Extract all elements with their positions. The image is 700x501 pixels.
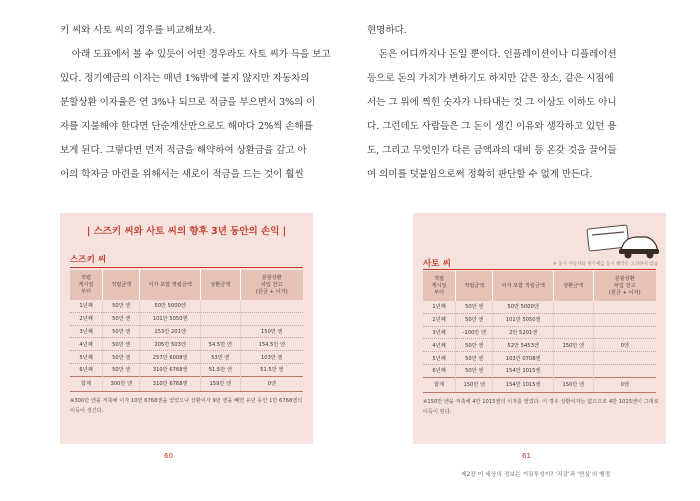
cell: 154만 1015엔 <box>493 364 554 377</box>
cell: 50만 엔 <box>103 325 140 338</box>
cell: 50만 5000엔 <box>493 301 554 313</box>
table-row <box>70 312 303 325</box>
col-header: 상환금액 <box>200 270 240 300</box>
table-row <box>70 351 303 364</box>
sato-subnote: ※ 동시 자동차와 정기예금 동시 해약은 고려하지 않음 <box>552 262 658 267</box>
cell: 150만 엔 <box>240 325 303 338</box>
col-header: 분할상환 차입 잔고 (원금 + 이자) <box>240 270 303 300</box>
table-row <box>423 352 656 365</box>
subtitle-rule <box>70 267 303 268</box>
cell: 150만 엔 <box>553 339 593 352</box>
cell <box>200 300 240 312</box>
col-header: 상환금액 <box>553 271 593 301</box>
cell: 153만 201엔 <box>140 325 201 338</box>
cell <box>553 364 593 377</box>
text-line: 있다. 정기예금의 이자는 매년 1%밖에 붙지 않지만 자동차의 <box>60 73 310 84</box>
cell <box>593 313 656 326</box>
cell: 103만 엔 <box>240 351 303 364</box>
cell: 합계 <box>70 376 103 391</box>
cell: 2만 5201엔 <box>493 326 554 339</box>
cell <box>200 325 240 338</box>
cell: 103만 0708엔 <box>493 352 554 365</box>
cell: 1년째 <box>70 300 103 312</box>
sato-subtitle: 사토 씨 <box>423 259 451 269</box>
cell: 0엔 <box>240 376 303 391</box>
cell: 3년째 <box>423 326 456 339</box>
text-line: 아래 도표에서 볼 수 있듯이 어떤 경우라도 사토 씨가 득을 보고 <box>60 49 331 60</box>
subtitle-rule <box>423 269 656 270</box>
table-row <box>70 300 303 312</box>
col-header: 이자 포함 적립금액 <box>140 270 201 300</box>
col-header: 적립금액 <box>103 270 140 300</box>
text-line: 서는 그 위에 찍힌 숫자가 나타내는 것 그 이상도 이하도 아니 <box>367 97 617 108</box>
cell: 54.5만 엔 <box>200 338 240 351</box>
text-line: 키 씨와 사토 씨의 경우를 비교해보자. <box>60 25 216 36</box>
cell: 257만 6008엔 <box>140 351 201 364</box>
left-page <box>0 0 345 501</box>
cell: 154.5만 엔 <box>240 338 303 351</box>
text-line: 이의 학자금 마련을 위해서는 새로이 적금을 드는 것이 훨씬 <box>60 169 304 180</box>
table-row <box>70 338 303 351</box>
cell: 50만 엔 <box>456 364 493 377</box>
text-line: 돈은 어디까지나 돈일 뿐이다. 인플레이션이나 디플레이션 <box>367 49 617 60</box>
suzuki-note: ※300만 엔을 저축해 이자 10만 6768엔을 얻었으나 상환이자 9만 엔을 빼면 유년 동안 1만 6768엔의 이득이 생긴다. <box>70 398 303 414</box>
col-header: 적립 게시일 부터 <box>423 271 456 301</box>
cell: 4년째 <box>423 339 456 352</box>
cell <box>593 364 656 377</box>
table-header-row <box>70 270 303 300</box>
sato-note: ※150만 엔을 저축해 4만 1015엔의 이자를 얻었다. 이 경우 상환이자는 없으므로 4만 1015엔이 그대로 이득이 된다. <box>423 399 659 415</box>
card-icon <box>586 221 661 261</box>
col-header: 적립 게시일 부터 <box>70 270 103 300</box>
page-number: 61 <box>522 452 531 460</box>
cell: 50만 엔 <box>103 312 140 325</box>
cell: 51.5만 엔 <box>200 363 240 376</box>
cell: 310만 6768엔 <box>140 363 201 376</box>
text-line: 보게 된다. 그렇다면 먼저 적금을 해약하여 상환금을 갚고 아 <box>60 145 307 156</box>
cell <box>553 301 593 313</box>
right-body-text <box>367 19 617 187</box>
cell: -100만 엔 <box>456 326 493 339</box>
sato-box <box>413 213 666 444</box>
cell: 159만 엔 <box>200 376 240 391</box>
box-title: | 스즈키 씨와 사토 씨의 향후 3년 동안의 손익 | <box>86 226 287 237</box>
suzuki-table <box>70 270 303 392</box>
cell: 150만 엔 <box>456 377 493 392</box>
cell <box>553 326 593 339</box>
cell: 6년째 <box>423 364 456 377</box>
page-number: 60 <box>164 452 173 460</box>
suzuki-box <box>60 213 313 444</box>
running-footer: 제2장 이 세상의 정보는 거짓투성이? '직감'과 '현실'의 행정 <box>461 472 611 478</box>
cell <box>553 352 593 365</box>
cell: 50만 5000엔 <box>140 300 201 312</box>
right-page <box>355 0 700 501</box>
cell: 3년째 <box>70 325 103 338</box>
cell <box>593 326 656 339</box>
table-header-row <box>423 271 656 301</box>
cell: 0엔 <box>593 339 656 352</box>
sato-table <box>423 271 656 393</box>
text-line: 분할상환 이자율은 연 3%나 되므로 적금을 부으면서 3%의 이 <box>60 97 316 108</box>
text-line: 다. 그런데도 사람들은 그 돈이 생긴 이유와 생각하고 있던 용 <box>367 121 617 132</box>
table-row <box>423 301 656 313</box>
cell: 300만 엔 <box>103 376 140 391</box>
cell <box>593 352 656 365</box>
table-row <box>423 326 656 339</box>
table-row <box>70 325 303 338</box>
cell: 50만 엔 <box>456 339 493 352</box>
col-header: 분할상환 차입 잔고 (원금 + 이자) <box>593 271 656 301</box>
table-total-row <box>70 376 303 391</box>
cell: 50만 엔 <box>103 363 140 376</box>
cell: 50만 엔 <box>456 313 493 326</box>
table-row <box>423 339 656 352</box>
cell: 2년째 <box>70 312 103 325</box>
cell: 205만 503엔 <box>140 338 201 351</box>
cell: 50만 엔 <box>103 300 140 312</box>
text-line: 도, 그리고 무엇인가 다른 금액과의 대비 등 온갖 것을 끌어들 <box>367 145 617 156</box>
table-row <box>423 313 656 326</box>
cell: 6년째 <box>70 363 103 376</box>
cell <box>240 312 303 325</box>
cell: 101만 5050엔 <box>140 312 201 325</box>
cell <box>553 313 593 326</box>
table-row <box>423 364 656 377</box>
cell: 53만 엔 <box>200 351 240 364</box>
text-line: 여 의미를 덧붙임으로써 정확히 판단할 수 없게 만든다. <box>367 169 593 180</box>
cell: 2년째 <box>423 313 456 326</box>
cell <box>240 300 303 312</box>
cell: 51.5만 엔 <box>240 363 303 376</box>
text-line: 등으로 돈의 가치가 변하기도 하지만 같은 장소, 같은 시점에 <box>367 73 614 84</box>
cell: 합계 <box>423 377 456 392</box>
cell: 4년째 <box>70 338 103 351</box>
cell: 50만 엔 <box>456 301 493 313</box>
cell: 1년째 <box>423 301 456 313</box>
cell: 50만 엔 <box>103 351 140 364</box>
cell: 50만 엔 <box>456 352 493 365</box>
cell: 50만 엔 <box>103 338 140 351</box>
cell: 310만 6768엔 <box>140 376 201 391</box>
suzuki-subtitle: 스즈키 씨 <box>70 255 107 265</box>
cell: 52만 5453엔 <box>493 339 554 352</box>
cell: 5년째 <box>423 352 456 365</box>
text-line: 자를 지불해야 한다면 단순계산만으로도 해마다 2%씩 손해를 <box>60 121 313 132</box>
cell: 154만 1015엔 <box>493 377 554 392</box>
cell: 150만 엔 <box>553 377 593 392</box>
table-row <box>70 363 303 376</box>
col-header: 이자 포함 적립금액 <box>493 271 554 301</box>
col-header: 적립금액 <box>456 271 493 301</box>
cell: 101만 5050엔 <box>493 313 554 326</box>
cell <box>200 312 240 325</box>
left-body-text <box>60 19 330 187</box>
cell: 0엔 <box>593 377 656 392</box>
cell: 5년째 <box>70 351 103 364</box>
text-line: 현명하다. <box>367 25 407 36</box>
cell <box>593 301 656 313</box>
table-total-row <box>423 377 656 392</box>
